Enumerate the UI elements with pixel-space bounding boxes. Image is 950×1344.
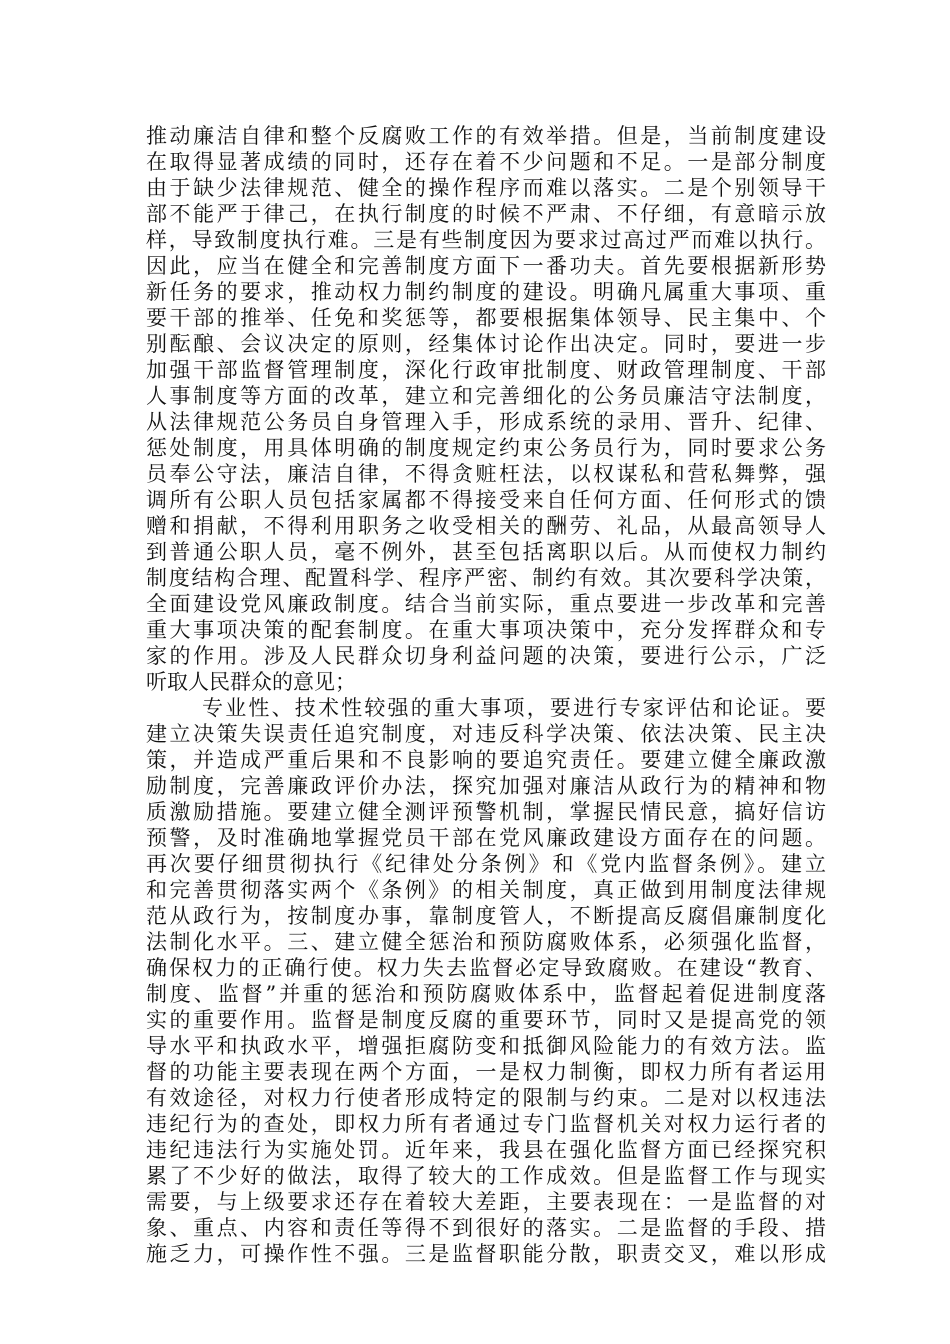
text-line: 家的作用。涉及人民群众切身利益问题的决策，要进行公示，广泛 (146, 644, 826, 668)
text-line: 预警，及时准确地掌握党员干部在党风廉政建设方面存在的问题。 (146, 826, 826, 850)
text-line: 因此，应当在健全和完善制度方面下一番功夫。首先要根据新形势 (146, 254, 826, 278)
text-line: 从法律规范公务员自身管理入手，形成系统的录用、晋升、纪律、 (146, 410, 826, 434)
text-line: 惩处制度，用具体明确的制度规定约束公务员行为，同时要求公务 (146, 436, 826, 460)
text-line: 制度结构合理、配置科学、程序严密、制约有效。其次要科学决策， (146, 566, 826, 590)
text-line: 员奉公守法，廉洁自律，不得贪赃枉法，以权谋私和营私舞弊，强 (146, 462, 826, 486)
text-line: 和完善贯彻落实两个《条例》的相关制度，真正做到用制度法律规 (146, 878, 826, 902)
text-line: 专业性、技术性较强的重大事项，要进行专家评估和论证。要 (202, 696, 826, 720)
document-body (146, 123, 826, 1267)
text-line: 质激励措施。要建立健全测评预警机制，掌握民情民意，搞好信访 (146, 800, 826, 824)
text-line: 督的功能主要表现在两个方面，一是权力制衡，即权力所有者运用 (146, 1060, 826, 1084)
text-line: 样，导致制度执行难。三是有些制度因为要求过高过严而难以执行。 (146, 228, 826, 252)
text-line: 导水平和执政水平，增强拒腐防变和抵御风险能力的有效方法。监 (146, 1034, 826, 1058)
text-line: 听取人民群众的意见； (146, 670, 356, 694)
text-line: 需要，与上级要求还存在着较大差距，主要表现在：一是监督的对 (146, 1190, 826, 1214)
text-line: 累了不少好的做法，取得了较大的工作成效。但是监督工作与现实 (146, 1164, 826, 1188)
text-line: 法制化水平。三、建立健全惩治和预防腐败体系，必须强化监督， (146, 930, 826, 954)
text-line: 策，并造成严重后果和不良影响的要追究责任。要建立健全廉政激 (146, 748, 826, 772)
text-line: 确保权力的正确行使。权力失去监督必定导致腐败。在建设“教育、 (146, 956, 826, 980)
text-line: 制度、监督”并重的惩治和预防腐败体系中，监督起着促进制度落 (146, 982, 826, 1006)
text-line: 别酝酿、会议决定的原则，经集体讨论作出决定。同时，要进一步 (146, 332, 826, 356)
text-line: 励制度，完善廉政评价办法，探究加强对廉洁从政行为的精神和物 (146, 774, 826, 798)
text-line: 违纪违法行为实施处罚。近年来，我县在强化监督方面已经探究积 (146, 1138, 826, 1162)
text-line: 范从政行为，按制度办事，靠制度管人，不断提高反腐倡廉制度化 (146, 904, 826, 928)
text-line: 实的重要作用。监督是制度反腐的重要环节，同时又是提高党的领 (146, 1008, 826, 1032)
text-line: 部不能严于律己，在执行制度的时候不严肃、不仔细，有意暗示放 (146, 202, 826, 226)
text-line: 由于缺少法律规范、健全的操作程序而难以落实。二是个别领导干 (146, 176, 826, 200)
text-line: 到普通公职人员，毫不例外，甚至包括离职以后。从而使权力制约 (146, 540, 826, 564)
text-line: 调所有公职人员包括家属都不得接受来自任何方面、任何形式的馈 (146, 488, 826, 512)
text-line: 重大事项决策的配套制度。在重大事项决策中，充分发挥群众和专 (146, 618, 826, 642)
text-line: 再次要仔细贯彻执行《纪律处分条例》和《党内监督条例》。建立 (146, 852, 826, 876)
text-line: 全面建设党风廉政制度。结合当前实际，重点要进一步改革和完善 (146, 592, 826, 616)
text-line: 在取得显著成绩的同时，还存在着不少问题和不足。一是部分制度 (146, 150, 826, 174)
text-line: 违纪行为的查处，即权力所有者通过专门监督机关对权力运行者的 (146, 1112, 826, 1136)
text-line: 施乏力，可操作性不强。三是监督职能分散，职责交叉，难以形成 (146, 1242, 826, 1266)
text-line: 人事制度等方面的改革，建立和完善细化的公务员廉洁守法制度， (146, 384, 826, 408)
text-line: 推动廉洁自律和整个反腐败工作的有效举措。但是，当前制度建设 (146, 124, 826, 148)
text-line: 建立决策失误责任追究制度，对违反科学决策、依法决策、民主决 (146, 722, 826, 746)
text-line: 象、重点、内容和责任等得不到很好的落实。二是监督的手段、措 (146, 1216, 826, 1240)
text-line: 新任务的要求，推动权力制约制度的建设。明确凡属重大事项、重 (146, 280, 826, 304)
text-line: 赠和捐献，不得利用职务之收受相关的酬劳、礼品，从最高领导人 (146, 514, 826, 538)
text-line: 加强干部监督管理制度，深化行政审批制度、财政管理制度、干部 (146, 358, 826, 382)
text-line: 有效途径，对权力行使者形成特定的限制与约束。二是对以权违法 (146, 1086, 826, 1110)
text-line: 要干部的推举、任免和奖惩等，都要根据集体领导、民主集中、个 (146, 306, 826, 330)
